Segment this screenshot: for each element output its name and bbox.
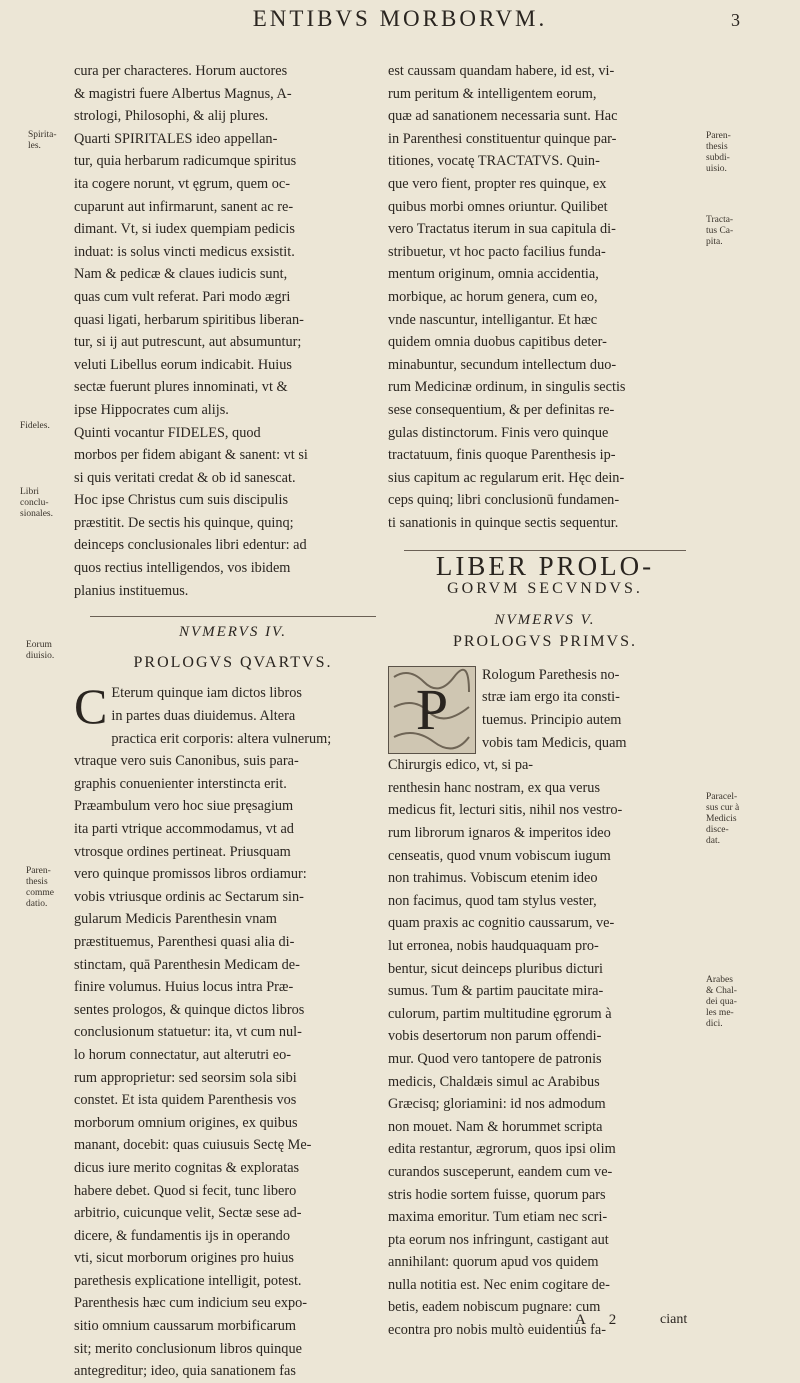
text-line: in Parenthesi constituentur quinque par- (388, 130, 617, 147)
page-number: 3 (731, 10, 740, 30)
drop-cap: C (74, 678, 108, 735)
text-line: vobis desertorum non parum offendi- (388, 1028, 602, 1045)
liber-title: LIBER PROLO- (435, 551, 655, 582)
text-line: stinctam, quā Parenthesin Medicam de- (74, 956, 300, 973)
text-line: medicis, Chaldæis simul ac Arabibus (388, 1073, 600, 1090)
text-line: præstituemus, Parenthesi quasi alia di- (74, 933, 295, 950)
text-line: sentes prologos, & quinque dictos libros (74, 1001, 305, 1018)
text-line: sumus. Tum & partim paucitate mira- (388, 983, 604, 1000)
text-line: Quarti SPIRITALES ideo appellan- (74, 130, 278, 147)
text-line: gularum Medicis Parenthesin vnam (74, 911, 277, 928)
text-line: strologi, Philosophi, & alij plures. (74, 108, 269, 125)
text-line: quidem omnia duobus capitibus deter- (388, 334, 607, 351)
left-text-block-b (74, 678, 392, 1382)
text-line: quæ ad sanationem necessaria sunt. Hac (388, 108, 618, 125)
text-line: arbitrio, cuicunque velit, Sectæ sese ad- (74, 1205, 302, 1222)
text-line: Eterum quinque iam dictos libros (111, 685, 302, 702)
text-line: vobis tam Medicis, quam (482, 734, 627, 751)
text-line: tractatuum, finis quoque Parenthesis ip- (388, 447, 616, 464)
text-line: finire volumus. Huius locus intra Præ- (74, 979, 294, 996)
numerus-heading: NVMERVS IV. (178, 624, 288, 641)
text-line: sitio omnium caussarum morbificarum (74, 1318, 296, 1335)
numerus-heading: NVMERVS V. (494, 611, 596, 628)
text-line: manant, docebit: quas cuiusuis Sectę Me- (74, 1137, 312, 1154)
text-line: quam praxis ac cognitio caussarum, ve- (388, 915, 615, 932)
text-line: medicus fit, lecturi sitis, nihil nos vestro- (388, 802, 623, 819)
liber-subtitle: GORVM SECVNDVS. (447, 580, 643, 598)
text-line: vobis vtriusque ordinis ac Sectarum sin- (74, 888, 304, 905)
text-line: Hoc ipse Christus cum suis discipulis (74, 492, 289, 509)
margin-note-eorum: Eorum diuisio. (26, 640, 55, 661)
text-line: tur, quia herbarum radicumque spiritus (74, 153, 297, 170)
catchword: ciant (660, 1312, 688, 1327)
text-line: antegreditur; ideo, quia sanationem fas (74, 1363, 296, 1380)
text-line: dicus iure merito cognitas & exploratas (74, 1159, 300, 1176)
text-line: sectæ fuerunt plures innominati, vt & (74, 379, 288, 396)
text-line: ti sanationis in quinque sectis sequentur. (388, 514, 619, 531)
text-line: dicere, & fundamentis ijs in operando (74, 1227, 290, 1244)
ornament-icon (389, 667, 475, 753)
text-line: habere debet. Quod si fecit, tunc libero (74, 1182, 297, 1199)
text-line: parethesis explicatione intelligit, potest. (74, 1272, 302, 1289)
text-line: rum librorum ignaros & imperitos ideo (388, 825, 611, 841)
text-line: mentum originum, omnia accidentia, (388, 266, 599, 283)
text-line: in partes duas diuidemus. Altera (111, 708, 296, 725)
text-line: quos rectius intelligendos, vos ibidem (74, 560, 291, 577)
text-line: quas cum vult referat. Pari modo ægri (74, 288, 291, 305)
text-line: ita parti vtrique accommodamus, vt ad (74, 821, 294, 837)
text-line: vtrosque ordines pertineat. Priusquam (74, 843, 291, 860)
text-line: dimant. Vt, si iudex quempiam pedicis (74, 221, 295, 238)
text-line: morborum omnium origines, ex quibus (74, 1114, 298, 1131)
text-line: gulas distinctorum. Finis vero quinque (388, 424, 609, 441)
text-line: curandos susceperunt, eandem cum ve- (388, 1163, 613, 1180)
text-line: cuparunt aut infirmarunt, sanent ac re- (74, 198, 294, 215)
text-line: betis, eadem nobiscum pugnare: cum (388, 1299, 601, 1316)
text-line: stris hodie sortem fuisse, quorum pars (388, 1186, 606, 1203)
text-line: maxima emoritur. Tum etiam nec scri- (388, 1209, 608, 1226)
text-line: quibus morbi omnes oriuntur. Quilibet (388, 198, 608, 215)
text-line: stræ iam ergo ita consti- (482, 689, 620, 706)
left-column (74, 60, 392, 1383)
text-line: morbique, ac horum genera, cum eo, (388, 288, 598, 305)
text-line: Nam & pedicæ & claues iudicis sunt, (74, 266, 288, 283)
text-line: præstitit. De sectis his quinque, quinq; (74, 514, 294, 531)
decorated-initial (388, 666, 476, 754)
text-line: pta eorum nos infringunt, castigant aut (388, 1231, 609, 1248)
margin-note-parenthesis: Paren- thesis comme datio. (26, 866, 54, 909)
text-line: vero quinque promissos libros ordiamur: (74, 866, 307, 883)
right-text-block-b (388, 664, 702, 1342)
text-line: Præambulum vero hoc siue pręsagium (74, 798, 294, 815)
text-line: renthesin hanc nostram, ex qua verus (388, 779, 601, 796)
text-line: & magistri fuere Albertus Magnus, A- (74, 85, 292, 102)
text-line: culorum, partim multitudine ęgrorum à (388, 1005, 612, 1022)
text-line: rum approprietur: sed seorsim sola sibi (74, 1069, 297, 1086)
text-line: vero Tractatus iterum in sua capitula di- (388, 221, 616, 238)
text-line: lut erronea, nobis haudquaquam pro- (388, 937, 599, 954)
decorated-letter: P (415, 676, 449, 742)
left-text-block-a (74, 60, 392, 602)
text-line: rum peritum & intelligentem eorum, (388, 85, 597, 102)
text-line: tur, si ij aut putrescunt, aut absumuntur; (74, 334, 302, 351)
right-column (388, 60, 702, 1342)
text-line: que vero fient, propter res quinque, ex (388, 175, 607, 192)
text-line: vti, sicut morborum origines pro huius (74, 1250, 294, 1267)
text-line: practica erit corporis: altera vulnerum; (111, 730, 332, 747)
text-line: ceps quinq; libri conclusionū fundamen- (388, 492, 620, 509)
text-line: titiones, vocatę TRACTATVS. Quin- (388, 153, 600, 170)
text-line: ipse Hippocrates cum alijs. (74, 401, 229, 418)
text-line: Chirurgis edico, vt, si pa- (388, 757, 534, 774)
text-line: annihilant: quorum apud vos quidem (388, 1254, 599, 1271)
text-line: non mouet. Nam & horummet scripta (388, 1118, 603, 1135)
text-line: quasi ligati, herbarum spiritibus liberan- (74, 311, 304, 328)
text-line: nulla notitia est. Nec enim cogitare de- (388, 1276, 610, 1293)
signature-mark: A 2 (575, 1312, 627, 1328)
margin-note-paracelsus: Paracel- sus cur à Medicis disce- dat. (706, 792, 740, 846)
text-line: Parenthesis hæc cum indicium seu expo- (74, 1295, 308, 1312)
text-line: Quinti vocantur FIDELES, quod (74, 424, 261, 441)
text-line: ita cogere norunt, vt ęgrum, quem oc- (74, 175, 290, 192)
text-line: sese consequentium, & per definitas re- (388, 401, 615, 418)
margin-note-libri: Libri conclu- sionales. (20, 487, 53, 519)
text-line: minabuntur, secundum intellectum duo- (388, 356, 617, 373)
text-line: sit; merito conclusionum libros quinque (74, 1340, 302, 1357)
text-line: si quis veritati credat & ob id sanescat. (74, 469, 296, 486)
right-text-block-a (388, 60, 702, 534)
text-line: Græcisq; gloriamini: id nos admodum (388, 1096, 606, 1113)
text-line: non trahimus. Vobiscum etenim ideo (388, 870, 598, 887)
text-line: morbos per fidem abigant & sanent: vt si (74, 447, 308, 464)
margin-note-subdiuisio: Paren- thesis subdi- uisio. (706, 131, 731, 174)
text-line: non facimus, quod tam stylus vester, (388, 892, 597, 909)
text-line: edita restantur, ægrorum, quos ipsi olim (388, 1141, 616, 1158)
text-line: rum Medicinæ ordinum, in singulis sectis (388, 379, 626, 396)
text-line: conclusionum statuetur: ita, vt cum nul- (74, 1024, 302, 1041)
text-line: econtra pro nobis multò euidentius fa- (388, 1322, 606, 1339)
text-line: deinceps conclusionales libri edentur: ad (74, 537, 307, 554)
text-line: planius instituemus. (74, 582, 189, 599)
text-line: Rologum Parethesis no- (482, 666, 620, 683)
text-line: veluti Libellus eorum indicabit. Huius (74, 356, 292, 373)
text-line: sius capitum ac regularum erit. Hęc dein- (388, 469, 625, 486)
text-line: stribuetur, vt hoc pacto facilius funda- (388, 243, 606, 260)
margin-note-arabes: Arabes & Chal- dei qua- les me- dici. (706, 975, 737, 1029)
text-line: vtraque vero suis Canonibus, suis para- (74, 753, 299, 770)
text-line: induat: is solus vincti medicus exsistit. (74, 243, 295, 260)
text-line: vnde nascuntur, intelligantur. Et hæc (388, 311, 598, 328)
text-line: est caussam quandam habere, id est, vi- (388, 63, 615, 79)
text-line: graphis conuenienter interstincta erit. (74, 775, 287, 792)
running-title: ENTIBVS MORBORVM. (252, 6, 548, 31)
margin-note-fideles: Fideles. (20, 421, 50, 431)
prologus-heading: PROLOGVS PRIMVS. (452, 633, 638, 651)
text-line: censeatis, quod vnum vobiscum iugum (388, 847, 611, 864)
text-line: mur. Quod vero tantopere de patronis (388, 1050, 602, 1067)
text-line: bentur, sicut deinceps pluribus dicturi (388, 960, 604, 977)
text-line: cura per characteres. Horum auctores (74, 63, 288, 79)
margin-note-tractatus: Tracta- tus Ca- pita. (706, 215, 734, 247)
prologus-heading: PROLOGVS QVARTVS. (133, 653, 333, 671)
section-rule (90, 616, 376, 617)
margin-note-spiritales: Spirita- les. (28, 130, 57, 151)
text-line: tuemus. Principio autem (482, 712, 622, 729)
text-line: lo horum connectatur, aut alterutri eo- (74, 1046, 291, 1063)
text-line: constet. Et ista quidem Parenthesis vos (74, 1092, 297, 1109)
